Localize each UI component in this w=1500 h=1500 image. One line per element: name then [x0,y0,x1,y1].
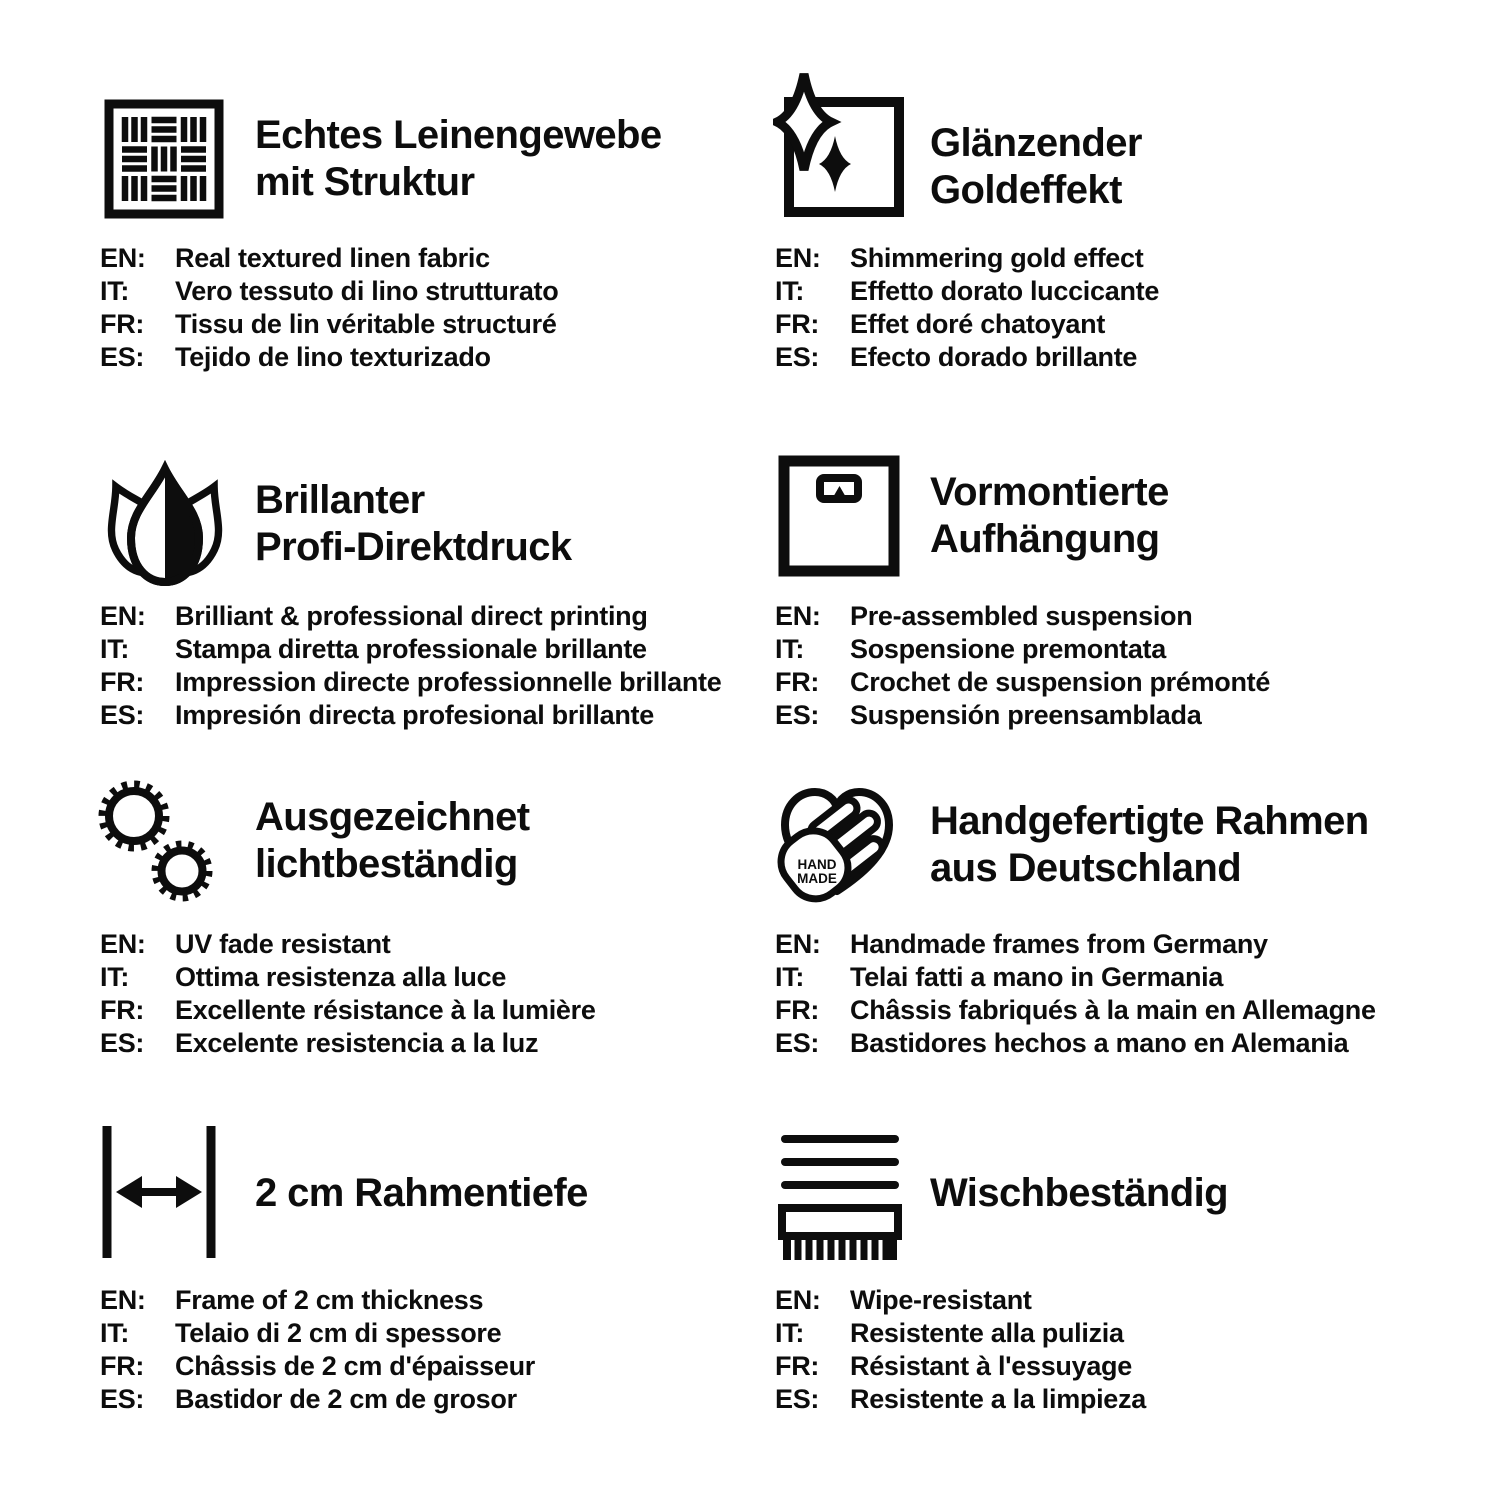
feature-title: Vormontierte Aufhängung [930,470,1169,561]
translation-row: FR: Effet doré chatoyant [775,309,1106,339]
translation-row: FR: Résistant à l'essuyage [775,1351,1132,1381]
handmade-heart-hand-icon [772,780,902,910]
ink-drops-icon [100,458,230,592]
translation-row: ES: Efecto dorado brillante [775,342,1138,372]
translation-row: ES: Bastidores hechos a mano en Alemania [775,1028,1349,1058]
translation-row: ES: Bastidor de 2 cm de grosor [100,1384,517,1414]
translation-list [100,1284,535,1416]
translation-row: IT: Telai fatti a mano in Germania [775,962,1224,992]
translation-row: FR: Tissu de lin véritable structuré [100,309,557,339]
translation-list [775,600,1270,732]
translation-list [775,928,1376,1060]
translation-row: FR: Crochet de suspension prémonté [775,667,1271,697]
translation-row: EN: Wipe-resistant [775,1285,1032,1315]
translation-row: FR: Châssis de 2 cm d'épaisseur [100,1351,535,1381]
feature-title: Glänzender Goldeffekt [930,121,1142,212]
translation-row: FR: Excellente résistance à la lumière [100,995,596,1025]
translation-row: ES: Excelente resistencia a la luz [100,1028,539,1058]
feature-title: Wischbeständig [930,1171,1228,1215]
translation-row: ES: Suspensión preensamblada [775,700,1202,730]
wipe-brush-icon [775,1130,905,1260]
translation-row: ES: Resistente a la limpieza [775,1384,1146,1414]
translation-row: EN: Shimmering gold effect [775,243,1144,273]
translation-row: IT: Stampa diretta professionale brillante [100,634,647,664]
translation-row: IT: Ottima resistenza alla luce [100,962,507,992]
translation-row: ES: Impresión directa profesional brillante [100,700,654,730]
handmade-label-line2: MADE [797,871,837,886]
frame-depth-arrow-icon [100,1122,218,1262]
feature-title: 2 cm Rahmentiefe [255,1171,588,1215]
translation-row: EN: Brilliant & professional direct printing [100,601,648,631]
translation-row: IT: Effetto dorato luccicante [775,276,1160,306]
translation-row: EN: Frame of 2 cm thickness [100,1285,484,1315]
translation-list [775,1284,1146,1416]
uv-suns-icon [98,780,214,908]
handmade-label-line1: HAND [797,857,837,872]
translation-row: FR: Impression directe professionnelle brillante [100,667,722,697]
translation-list [100,242,558,374]
feature-title: Brillanter Profi-Direktdruck [255,478,572,569]
translation-row: IT: Sospensione premontata [775,634,1166,664]
translation-row: FR: Châssis fabriqués à la main en Allemagne [775,995,1376,1025]
translation-row: EN: Handmade frames from Germany [775,929,1268,959]
translation-list [775,242,1159,374]
translation-list [100,928,596,1060]
translation-row: EN: Real textured linen fabric [100,243,490,273]
translation-row: IT: Vero tessuto di lino strutturato [100,276,559,306]
canvas-hanger-icon [778,455,900,577]
feature-title: Echtes Leinengewebe mit Struktur [255,113,662,204]
translation-row: ES: Tejido de lino texturizado [100,342,491,372]
translation-list [100,600,721,732]
translation-row: IT: Resistente alla pulizia [775,1318,1124,1348]
woven-linen-icon [100,95,228,223]
feature-title: Ausgezeichnet lichtbeständig [255,795,530,886]
translation-row: IT: Telaio di 2 cm di spessore [100,1318,502,1348]
sparkle-square-icon [773,70,908,222]
feature-title: Handgefertigte Rahmen aus Deutschland [930,799,1369,890]
translation-row: EN: Pre-assembled suspension [775,601,1193,631]
translation-row: EN: UV fade resistant [100,929,391,959]
